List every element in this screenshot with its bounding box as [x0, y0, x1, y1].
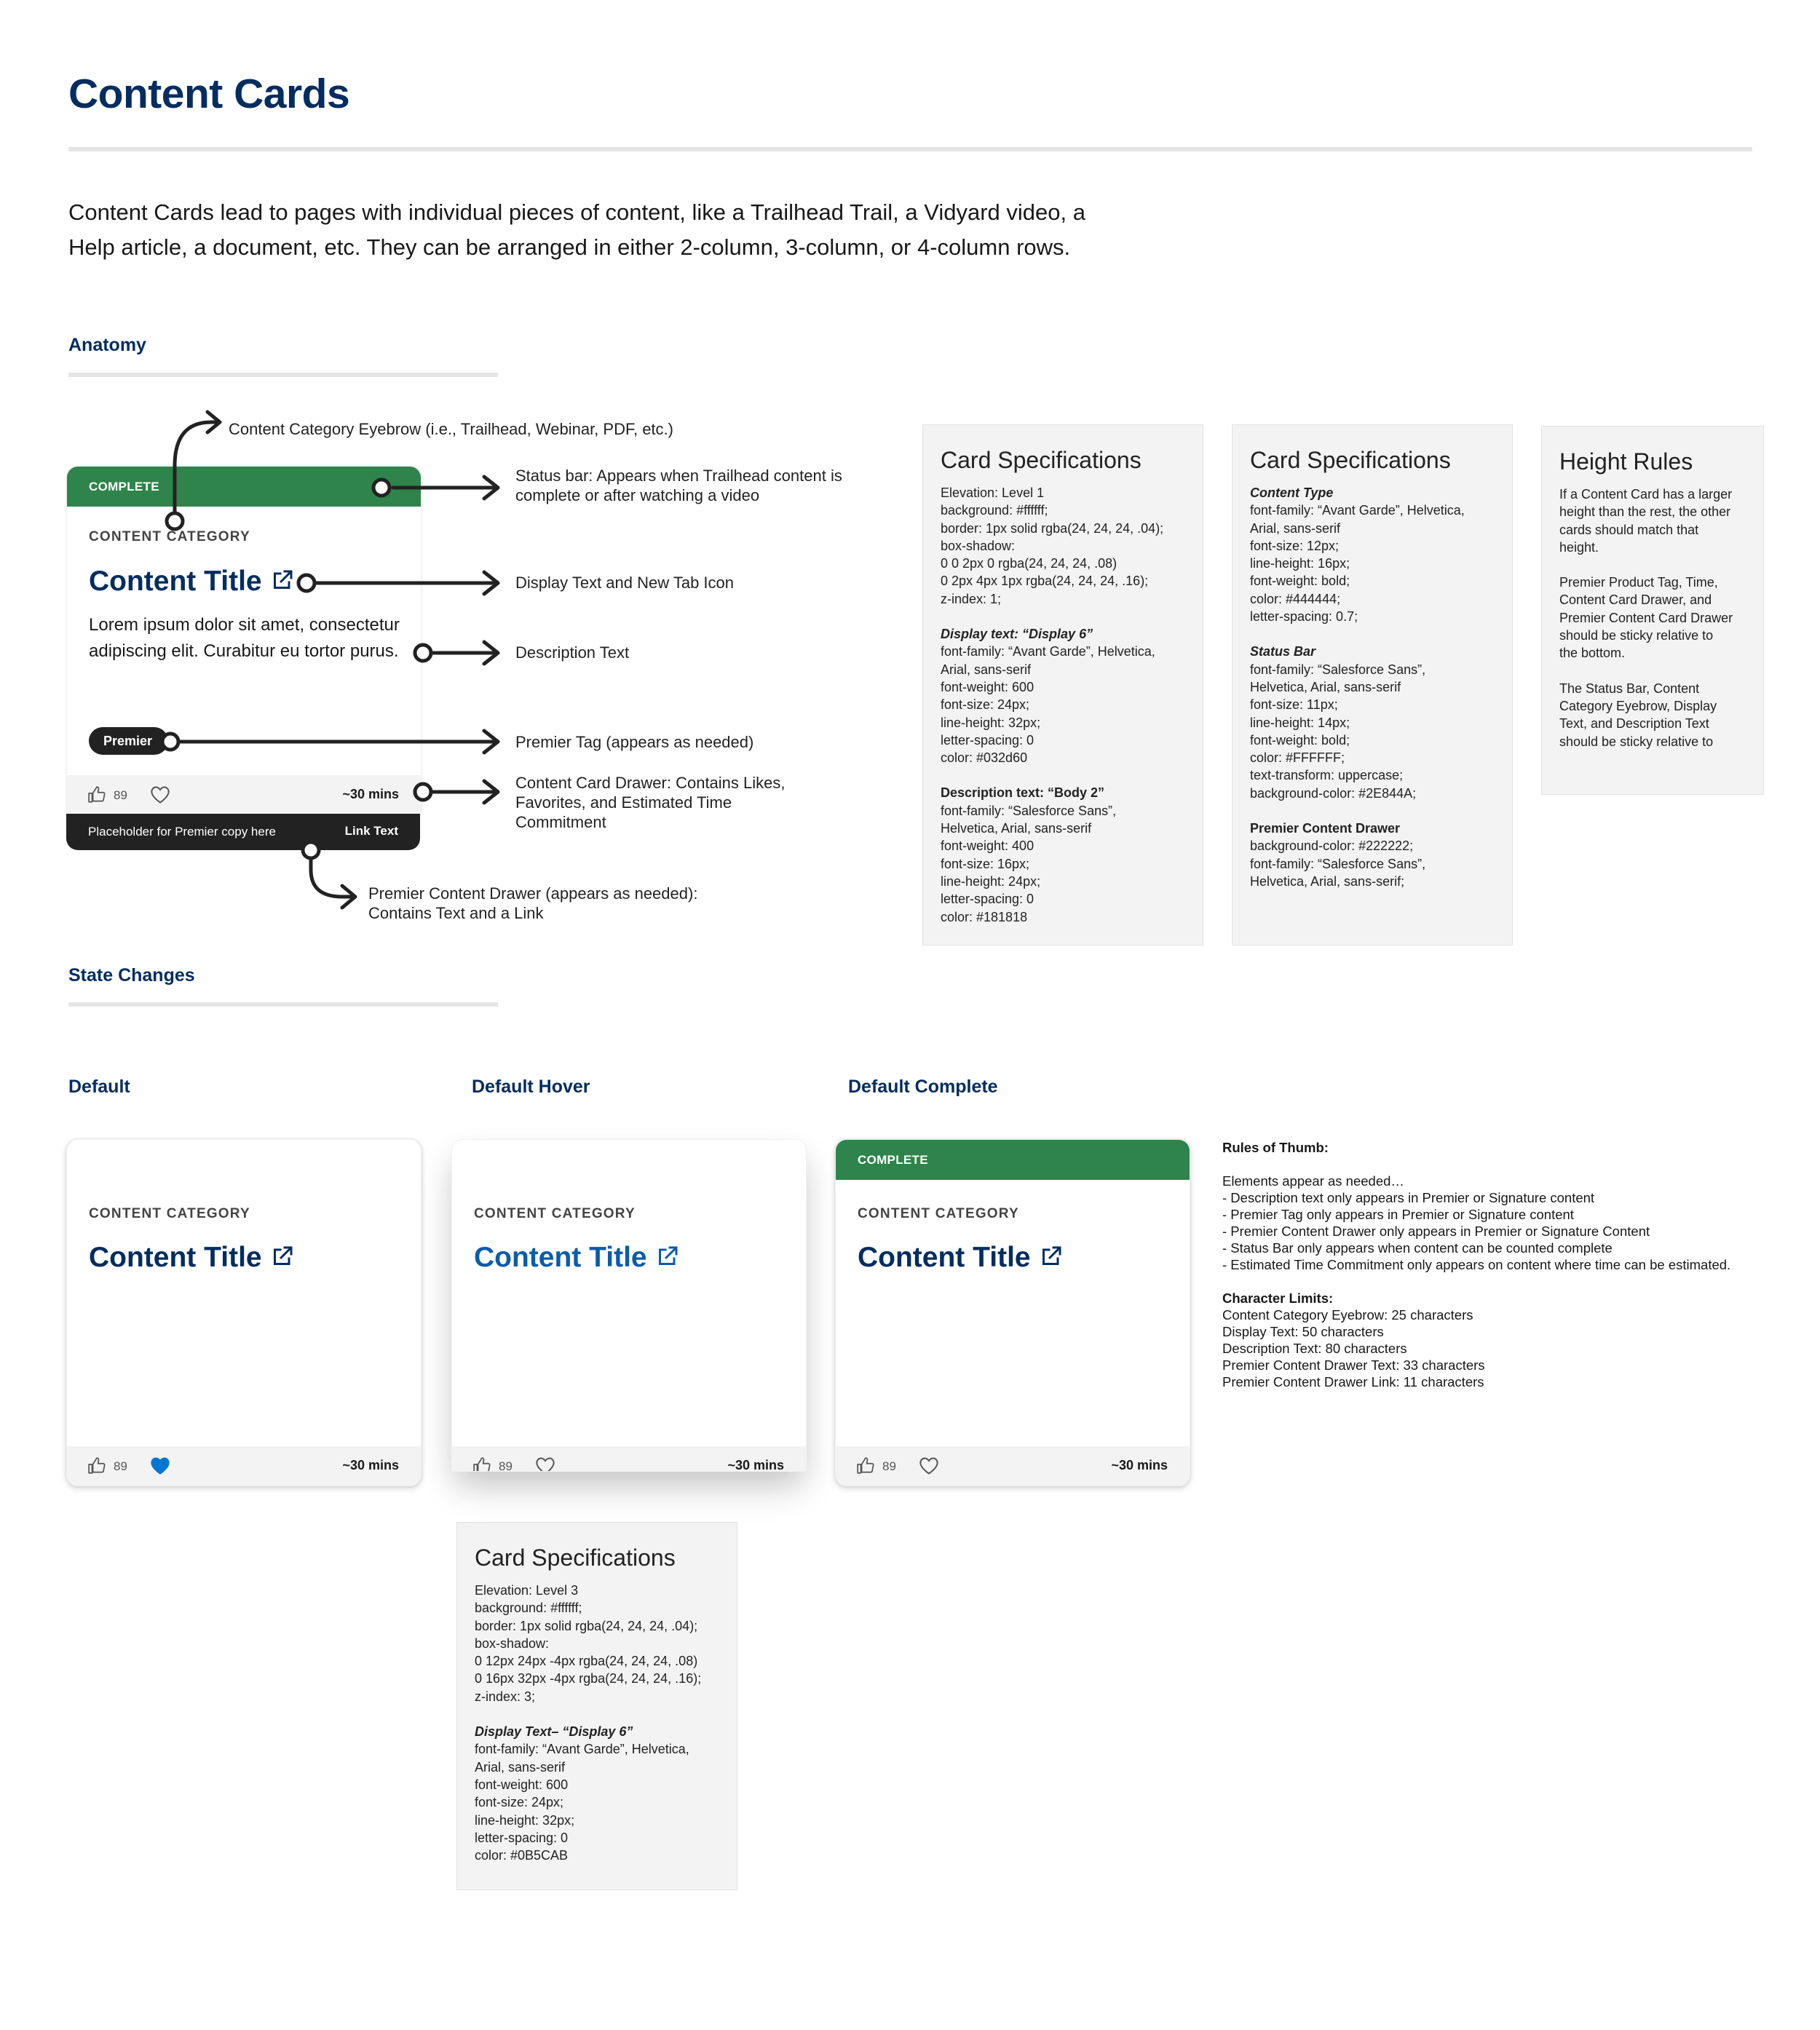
spec2-line: line-height: 14px; — [1250, 715, 1350, 730]
content-title[interactable] — [474, 1242, 681, 1274]
rules-item: - Premier Tag only appears in Premier or Signature content — [1222, 1207, 1574, 1222]
character-limit: Premier Content Drawer Link: 11 characters — [1222, 1374, 1484, 1389]
height-rules-line: Content Card Drawer, and — [1559, 592, 1712, 608]
spec1-line: Elevation: Level 1 — [941, 485, 1045, 500]
external-link-icon — [269, 1243, 296, 1269]
spec2-line: text-transform: uppercase; — [1250, 768, 1404, 783]
character-limit: Content Category Eyebrow: 25 characters — [1222, 1307, 1473, 1323]
default-label: Default — [68, 1077, 130, 1097]
height-rules-line: should be sticky relative to — [1559, 628, 1714, 643]
card-specifications-typography — [1232, 424, 1513, 945]
content-card-drawer — [836, 1446, 1190, 1486]
thumbs-up-icon[interactable] — [472, 1456, 491, 1472]
spec2-line: color: #444444; — [1250, 591, 1341, 606]
spec3-line: 0 12px 24px -4px rgba(24, 24, 24, .08) — [475, 1654, 698, 1669]
spec2-line: font-family: “Salesforce Sans”, — [1250, 856, 1426, 871]
height-rules-line: Premier Content Card Drawer — [1559, 610, 1733, 625]
default-hover-label: Default Hover — [472, 1077, 590, 1097]
content-title-text: Content Title — [474, 1242, 647, 1273]
annotation-drawer-line-1: Content Card Drawer: Contains Likes, — [515, 774, 786, 792]
spec3-line: box-shadow: — [475, 1636, 550, 1651]
spec1-line: z-index: 1; — [941, 591, 1002, 606]
height-rules-line: Text, and Description Text — [1559, 716, 1709, 731]
content-category-eyebrow: CONTENT CATEGORY — [89, 529, 250, 544]
spec2-line: Helvetica, Arial, sans-serif; — [1250, 873, 1405, 889]
intro-line-1: Content Cards lead to pages with individual pieces of content, like a Trailhead Trail, a Vidyard video, a — [68, 199, 1085, 225]
state-changes-divider — [68, 1002, 498, 1007]
thumbs-up-icon[interactable] — [856, 1456, 875, 1475]
spec1-line: font-weight: 600 — [941, 679, 1034, 694]
annotation-status-line-1: Status bar: Appears when Trailhead content is — [515, 467, 842, 485]
height-rules-line: the bottom. — [1559, 646, 1626, 661]
annotation-drawer-line-3: Commitment — [515, 813, 606, 831]
rules-item: - Description text only appears in Premier or Signature content — [1222, 1190, 1595, 1205]
spec3-display-heading: Display Text– “Display 6” — [475, 1724, 633, 1740]
spec2-line: line-height: 16px; — [1250, 556, 1350, 571]
character-limit: Display Text: 50 characters — [1222, 1324, 1384, 1339]
rules-intro: Elements appear as needed… — [1222, 1173, 1404, 1189]
content-card-drawer — [67, 1446, 421, 1486]
spec2-line: font-weight: bold; — [1250, 574, 1350, 589]
spec3-line: color: #0B5CAB — [475, 1848, 569, 1863]
spec3-line: Arial, sans-serif — [475, 1759, 566, 1775]
spec3-line: font-size: 24px; — [475, 1795, 564, 1810]
premier-tag: Premier — [89, 727, 168, 755]
spec1-line: letter-spacing: 0 — [941, 732, 1034, 748]
spec2-line: font-weight: bold; — [1250, 732, 1350, 748]
spec1-line: 0 2px 4px 1px rgba(24, 24, 24, .16); — [941, 574, 1149, 589]
spec2-premier-drawer-heading: Premier Content Drawer — [1250, 821, 1401, 836]
content-category-eyebrow: CONTENT CATEGORY — [89, 1206, 250, 1221]
thumbs-up-icon[interactable] — [87, 1456, 106, 1475]
estimated-time: ~30 mins — [342, 1458, 399, 1472]
status-bar: COMPLETE — [836, 1140, 1190, 1180]
status-bar: COMPLETE — [67, 467, 421, 507]
rules-item: - Premier Content Drawer only appears in Premier or Signature Content — [1222, 1224, 1650, 1239]
spec2-line: font-size: 11px; — [1250, 697, 1338, 713]
spec3-line: border: 1px solid rgba(24, 24, 24, .04); — [475, 1618, 698, 1633]
spec3-line: letter-spacing: 0 — [475, 1830, 569, 1845]
annotation-status-line-2: complete or after watching a video — [515, 486, 760, 504]
spec1-title: Card Specifications — [941, 447, 1142, 473]
annotation-premier-drawer-line-2: Contains Text and a Link — [368, 904, 544, 922]
arrow-icon — [175, 422, 218, 520]
spec2-line: font-family: “Avant Garde”, Helvetica, — [1250, 503, 1465, 518]
spec1-line: 0 0 2px 0 rgba(24, 24, 24, .08) — [941, 556, 1117, 571]
likes-count: 89 — [499, 1459, 513, 1472]
spec2-line: background-color: #222222; — [1250, 838, 1414, 854]
spec1-line: color: #032d60 — [941, 750, 1028, 766]
hover-content-card[interactable] — [451, 1139, 807, 1472]
premier-drawer-link[interactable]: Link Text — [344, 824, 398, 838]
external-link-icon — [1038, 1243, 1064, 1269]
height-rules-line: cards should match that — [1559, 522, 1699, 537]
premier-drawer-text: Placeholder for Premier copy here — [88, 825, 276, 838]
spec1-line: line-height: 24px; — [941, 873, 1041, 889]
spec1-line: border: 1px solid rgba(24, 24, 24, .04); — [941, 520, 1164, 536]
annotation-status-bar — [515, 466, 842, 505]
content-title-text: Content Title — [858, 1242, 1031, 1273]
annotation-premier-drawer-line-1: Premier Content Drawer (appears as needed): — [368, 884, 698, 903]
page-title: Content Cards — [68, 71, 350, 117]
state-changes-heading: State Changes — [68, 965, 195, 986]
spec1-line: font-family: “Avant Garde”, Helvetica, — [941, 644, 1155, 659]
height-rules-line: Premier Product Tag, Time, — [1559, 575, 1718, 590]
spec1-description-heading: Description text: “Body 2” — [941, 785, 1105, 801]
spec3-line: 0 16px 32px -4px rgba(24, 24, 24, .16); — [475, 1671, 702, 1686]
height-rules-line: should be sticky relative to — [1559, 734, 1714, 749]
annotation-eyebrow: Content Category Eyebrow (i.e., Trailhead, Webinar, PDF, etc.) — [229, 420, 673, 438]
spec2-status-bar-heading: Status Bar — [1250, 644, 1316, 659]
content-title[interactable] — [89, 1242, 296, 1274]
spec2-line: Arial, sans-serif — [1250, 520, 1341, 536]
annotation-premier-tag: Premier Tag (appears as needed) — [515, 733, 754, 751]
content-title[interactable] — [858, 1242, 1064, 1274]
estimated-time: ~30 mins — [342, 787, 399, 801]
heart-filled-icon[interactable] — [150, 1456, 170, 1475]
height-rules-line: If a Content Card has a larger — [1559, 487, 1733, 501]
card-specifications-level3 — [456, 1522, 737, 1890]
spec2-title: Card Specifications — [1250, 447, 1451, 473]
likes-count: 89 — [882, 1459, 896, 1473]
external-link-icon — [654, 1243, 681, 1269]
content-title-text: Content Title — [89, 566, 262, 597]
spec2-line: background-color: #2E844A; — [1250, 785, 1417, 801]
spec2-line: letter-spacing: 0.7; — [1250, 609, 1358, 625]
content-title-text: Content Title — [89, 1242, 262, 1273]
annotation-drawer-line-2: Favorites, and Estimated Time — [515, 793, 732, 812]
intro-line-2: Help article, a document, etc. They can be arranged in either 2-column, 3-column, or 4-column rows. — [68, 234, 1071, 260]
rules-title: Rules of Thumb: — [1222, 1140, 1329, 1155]
spec1-line: Arial, sans-serif — [941, 662, 1032, 677]
card-specifications-level1 — [922, 424, 1203, 945]
character-limit: Description Text: 80 characters — [1222, 1341, 1407, 1356]
spec2-line: font-family: “Salesforce Sans”, — [1250, 662, 1426, 677]
content-category-eyebrow: CONTENT CATEGORY — [858, 1206, 1019, 1221]
spec1-line: color: #181818 — [941, 909, 1028, 924]
spec3-title: Card Specifications — [475, 1545, 676, 1571]
spec1-line: background: #ffffff; — [941, 503, 1048, 518]
spec1-line: Helvetica, Arial, sans-serif — [941, 821, 1092, 836]
spec3-line: font-weight: 600 — [475, 1777, 569, 1792]
likes-count: 89 — [114, 1459, 127, 1473]
height-rules-title: Height Rules — [1559, 448, 1693, 475]
annotation-premier-drawer — [368, 884, 697, 923]
default-content-card[interactable] — [66, 1139, 422, 1486]
annotation-display-text: Display Text and New Tab Icon — [515, 574, 735, 592]
rules-item: - Estimated Time Commitment only appears on content where time can be estimated. — [1222, 1257, 1731, 1272]
estimated-time: ~30 mins — [727, 1458, 784, 1472]
height-rules-line: height than the rest, the other — [1559, 504, 1731, 520]
rules-of-thumb — [1222, 1139, 1790, 1390]
spec1-line: line-height: 32px; — [941, 715, 1041, 730]
height-rules-line: height. — [1559, 539, 1599, 555]
spec1-line: box-shadow: — [941, 538, 1016, 553]
rules-item: - Status Bar only appears when content can be counted complete — [1222, 1240, 1613, 1256]
height-rules-line: Category Eyebrow, Display — [1559, 698, 1717, 713]
description-text: Lorem ipsum dolor sit amet, consectetur adipiscing elit. Curabitur eu tortor purus. — [89, 615, 400, 661]
spec1-line: font-weight: 400 — [941, 838, 1034, 854]
height-rules-line: The Status Bar, Content — [1559, 681, 1700, 696]
likes-count: 89 — [114, 788, 127, 802]
spec1-line: letter-spacing: 0 — [941, 892, 1034, 907]
estimated-time: ~30 mins — [1111, 1458, 1168, 1472]
complete-content-card[interactable] — [835, 1139, 1190, 1486]
spec2-line: Helvetica, Arial, sans-serif — [1250, 679, 1401, 694]
spec3-line: background: #ffffff; — [475, 1601, 582, 1616]
spec3-line: font-family: “Avant Garde”, Helvetica, — [475, 1742, 689, 1757]
heart-icon[interactable] — [919, 1456, 939, 1475]
annotation-description: Description Text — [515, 643, 630, 662]
spec3-line: line-height: 32px; — [475, 1812, 575, 1828]
anatomy-heading: Anatomy — [68, 335, 146, 355]
spec2-line: color: #FFFFFF; — [1250, 750, 1345, 766]
annotation-drawer — [515, 773, 786, 832]
spec1-line: font-family: “Salesforce Sans”, — [941, 803, 1117, 818]
spec1-line: font-size: 24px; — [941, 697, 1030, 713]
character-limits-title: Character Limits: — [1222, 1290, 1334, 1306]
spec3-line: z-index: 3; — [475, 1689, 536, 1704]
height-rules-box — [1541, 426, 1764, 795]
heart-icon[interactable] — [535, 1456, 555, 1472]
content-card-drawer — [452, 1446, 806, 1472]
spec1-line: font-size: 16px; — [941, 856, 1030, 871]
spec3-line: Elevation: Level 3 — [475, 1583, 579, 1598]
content-category-eyebrow: CONTENT CATEGORY — [474, 1206, 636, 1221]
default-complete-label: Default Complete — [848, 1077, 998, 1097]
character-limit: Premier Content Drawer Text: 33 characters — [1222, 1357, 1485, 1373]
spec1-display-heading: Display text: “Display 6” — [941, 627, 1093, 642]
spec2-line: font-size: 12px; — [1250, 538, 1340, 553]
spec2-content-type-heading: Content Type — [1250, 485, 1334, 500]
